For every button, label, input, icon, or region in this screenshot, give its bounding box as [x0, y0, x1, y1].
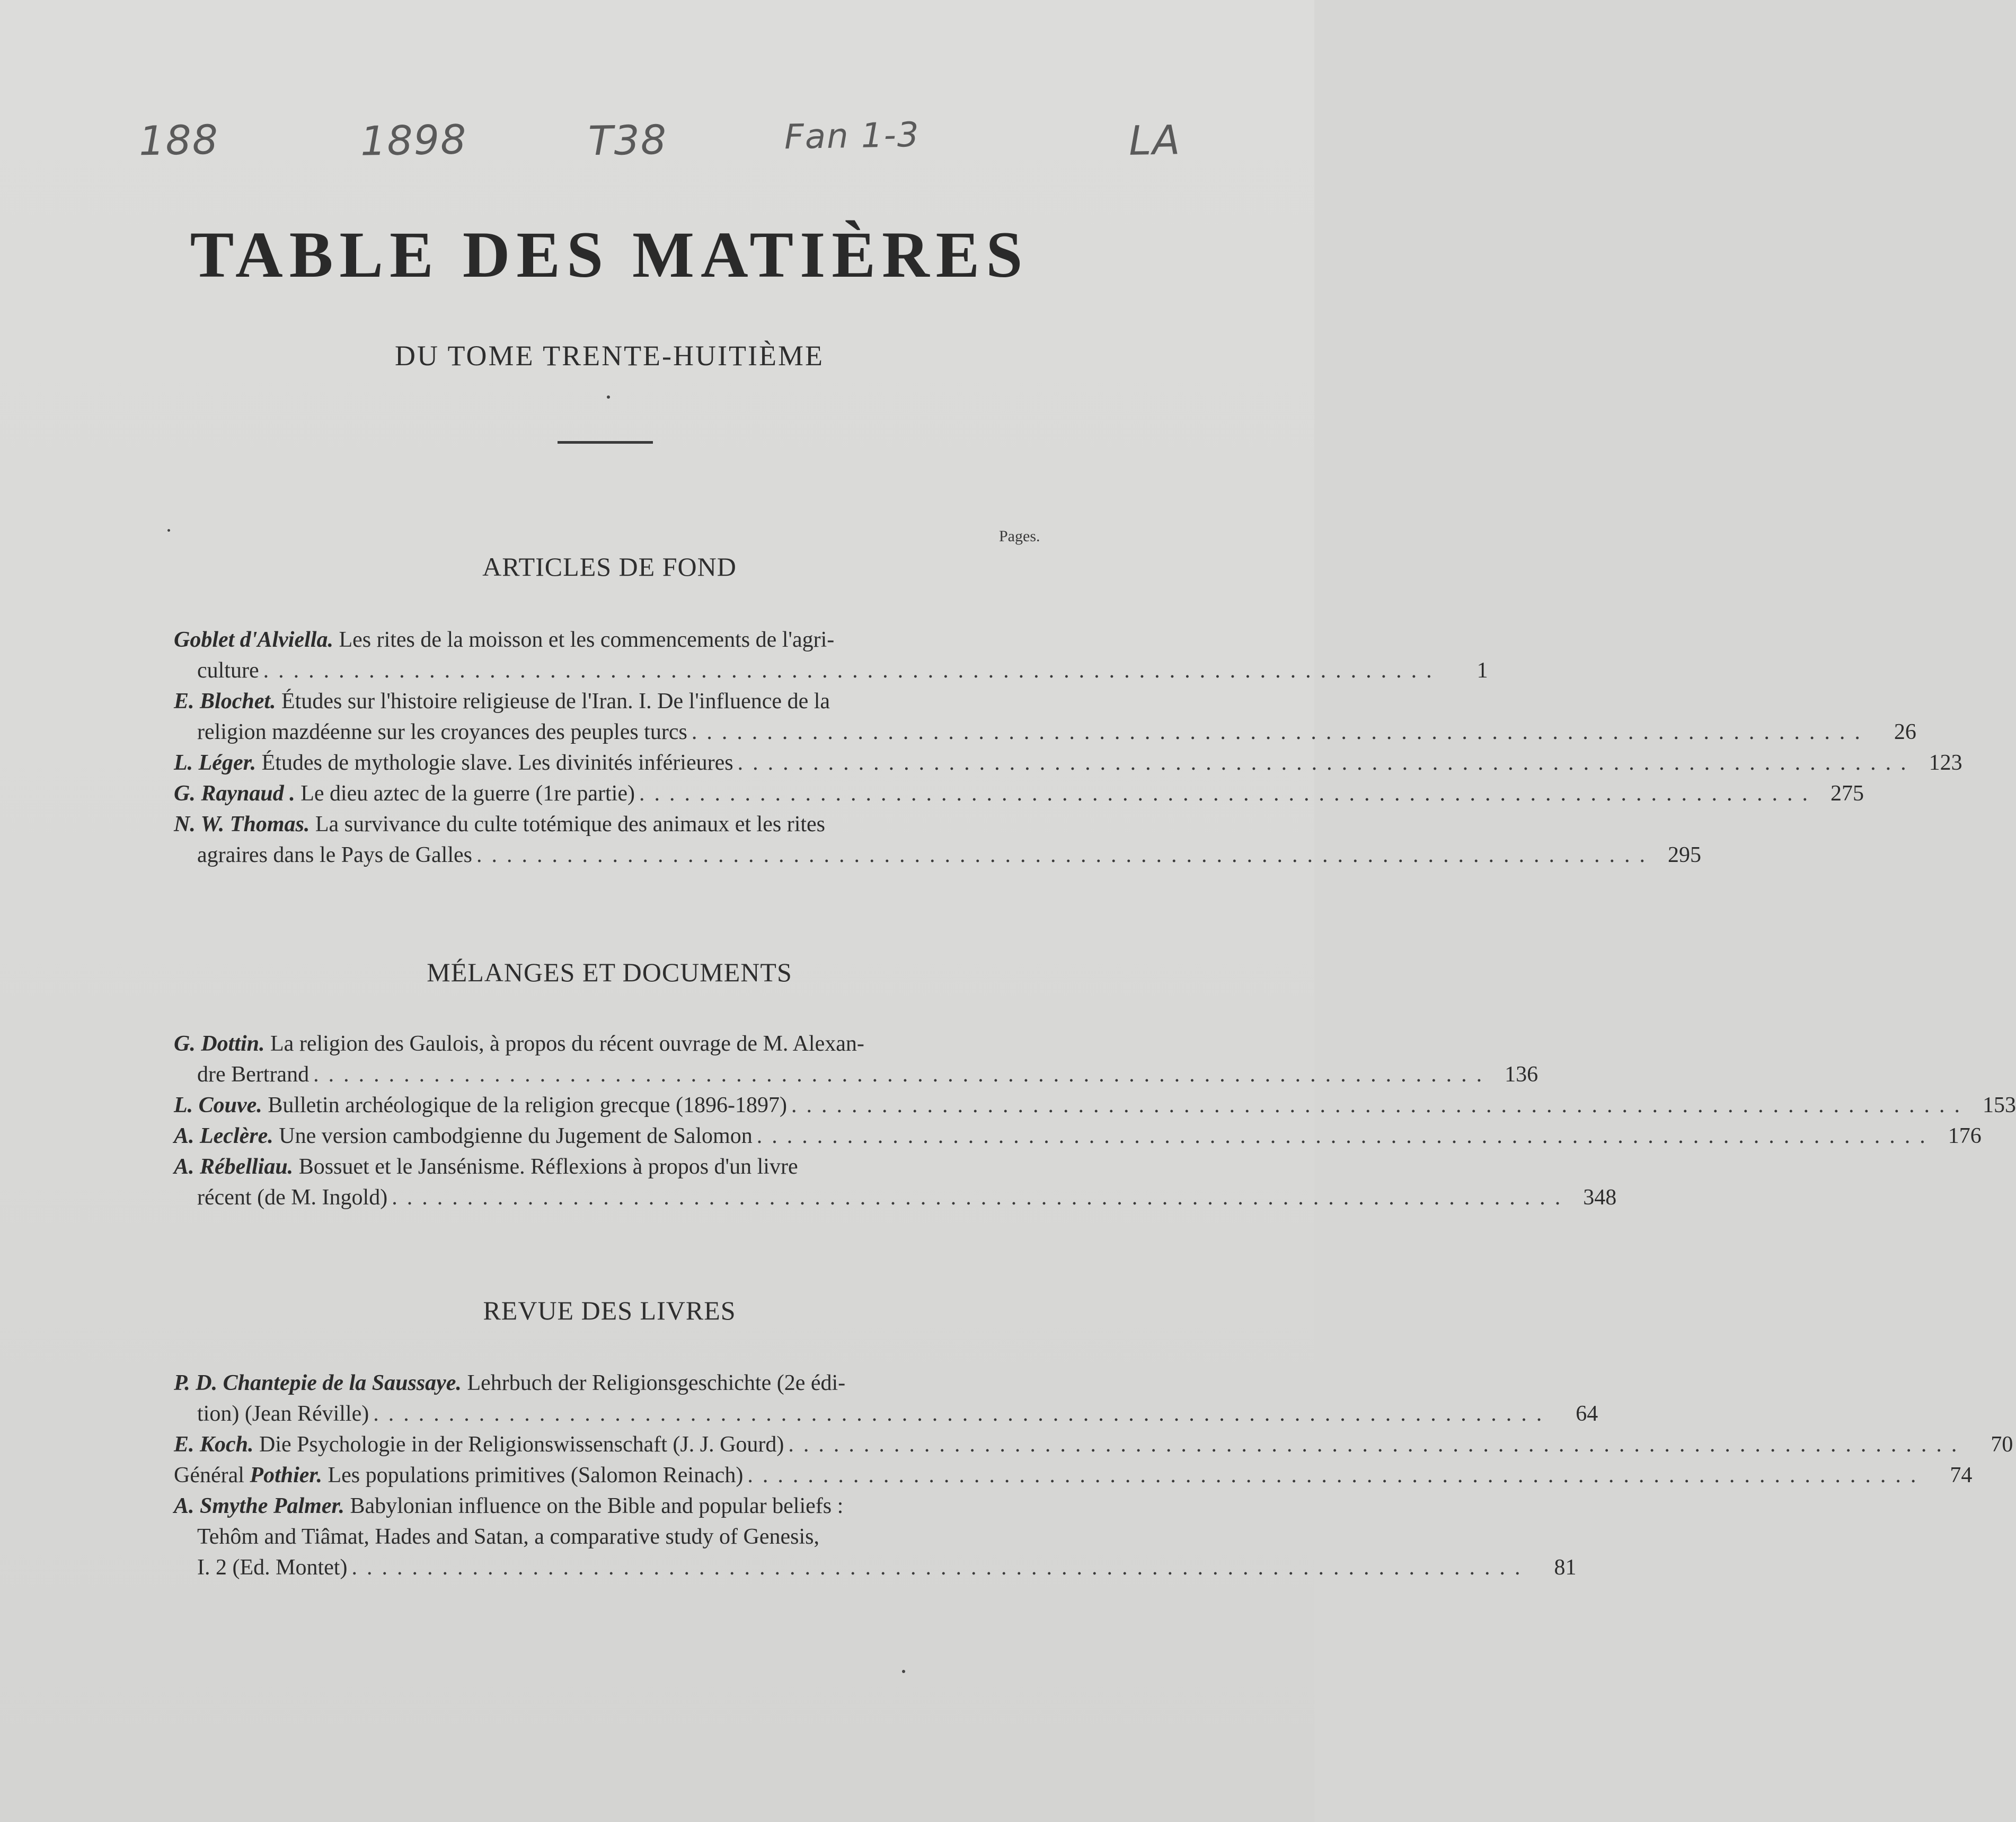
dot-leader: ..............................................................................	[756, 1124, 1935, 1148]
entry-author: N. W. Thomas.	[174, 812, 310, 837]
entry-title-cont: religion mazdéenne sur les croyances des peuples turcs	[197, 720, 687, 744]
dot-leader: ..............................................................................	[313, 1062, 1492, 1087]
handwritten-note-1: 188	[138, 116, 219, 165]
toc-entry	[174, 1368, 1598, 1429]
entry-title-cont: tion) (Jean Réville)	[197, 1402, 369, 1426]
entry-author: P. D. Chantepie de la Saussaye.	[174, 1371, 462, 1395]
toc-entry	[174, 809, 1701, 870]
toc-entry	[174, 1121, 1982, 1151]
dot-leader: ..............................................................................	[737, 751, 1916, 775]
dot-leader: ..............................................................................	[791, 1093, 1969, 1117]
section-entries-revue	[174, 1368, 2013, 1583]
entry-page: 176	[1948, 1124, 1982, 1148]
dot-leader: ..............................................................................	[747, 1463, 1926, 1487]
dot-leader: ..............................................................................	[373, 1402, 1552, 1426]
pages-column-label: Pages.	[999, 527, 1040, 545]
entry-author: G. Raynaud .	[174, 781, 295, 806]
entry-title-cont: culture	[197, 658, 259, 683]
section-heading-articles: ARTICLES DE FOND	[482, 552, 737, 582]
handwritten-note-4: Fan 1-3	[784, 115, 921, 157]
entry-page: 81	[1554, 1555, 1577, 1580]
entry-page: 295	[1668, 843, 1701, 867]
handwritten-note-3: T38	[588, 116, 668, 165]
entry-title: Le dieu aztec de la guerre (1re partie)	[300, 781, 635, 806]
section-entries-articles	[174, 624, 1962, 870]
entry-page: 26	[1894, 720, 1916, 744]
handwritten-note-5: LA	[1128, 116, 1182, 164]
page-title: TABLE DES MATIÈRES	[190, 218, 1029, 291]
entry-title: Une version cambodgienne du Jugement de Salomon	[279, 1124, 753, 1148]
dot-leader: ..............................................................................	[392, 1185, 1570, 1210]
stray-mark	[167, 529, 170, 532]
entry-title-cont: I. 2 (Ed. Montet)	[197, 1555, 348, 1580]
entry-title: Babylonian influence on the Bible and popular beliefs :	[350, 1494, 844, 1518]
entry-author: Goblet d'Alviella.	[174, 628, 333, 652]
entry-title: La survivance du culte totémique des animaux et les rites	[315, 812, 826, 837]
entry-title: Bossuet et le Jansénisme. Réflexions à propos d'un livre	[298, 1155, 798, 1179]
entry-author: L. Léger.	[174, 751, 257, 775]
page-subtitle: DU TOME TRENTE-HUITIÈME	[395, 340, 824, 372]
entry-title-cont: récent (de M. Ingold)	[197, 1185, 388, 1210]
entry-author: A. Leclère.	[174, 1124, 273, 1148]
entry-page: 275	[1830, 781, 1864, 806]
entry-title-cont: dre Bertrand	[197, 1062, 310, 1087]
handwritten-note-2: 1898	[360, 116, 468, 165]
dot-leader: ..............................................................................	[476, 843, 1655, 867]
entry-title: Die Psychologie in der Religionswissenschaft (J. J. Gourd)	[259, 1432, 784, 1457]
toc-entry	[174, 624, 1488, 686]
title-rule	[558, 441, 653, 444]
toc-entry	[174, 1491, 1577, 1583]
toc-entry	[174, 1028, 1538, 1090]
entry-author: A. Rébelliau.	[174, 1155, 294, 1179]
entry-title-cont: Tehôm and Tiâmat, Hades and Satan, a comparative study of Genesis,	[197, 1525, 819, 1549]
entry-title: Lehrbuch der Religionsgeschichte (2e édi-	[467, 1371, 846, 1395]
entry-page: 348	[1583, 1185, 1617, 1210]
dot-leader: ..............................................................................	[263, 658, 1442, 683]
dot-leader: ..............................................................................	[351, 1555, 1530, 1580]
stray-mark	[607, 395, 610, 399]
entry-author: E. Koch.	[174, 1432, 254, 1457]
entry-author: E. Blochet.	[174, 689, 276, 714]
toc-entry	[174, 1429, 2013, 1460]
entry-page: 123	[1929, 751, 1962, 775]
entry-title: Études de mythologie slave. Les divinités inférieures	[261, 751, 733, 775]
toc-entry	[174, 686, 1916, 747]
toc-entry	[174, 747, 1962, 778]
dot-leader: ..............................................................................	[691, 720, 1870, 744]
toc-entry	[174, 778, 1864, 809]
entry-title: La religion des Gaulois, à propos du récent ouvrage de M. Alexan-	[270, 1032, 864, 1056]
section-heading-melanges: MÉLANGES ET DOCUMENTS	[427, 957, 792, 987]
entry-title-cont: agraires dans le Pays de Galles	[197, 843, 472, 867]
toc-entry	[174, 1090, 2016, 1121]
toc-entry	[174, 1460, 1973, 1491]
section-heading-revue: REVUE DES LIVRES	[483, 1296, 736, 1325]
entry-author: Pothier.	[250, 1463, 322, 1487]
dot-leader: ..............................................................................	[788, 1432, 1967, 1457]
entry-title: Les rites de la moisson et les commencements de l'agri-	[339, 628, 835, 652]
entry-page: 136	[1505, 1062, 1538, 1087]
entry-page: 153	[1983, 1093, 2016, 1117]
stray-mark	[902, 1670, 905, 1673]
entry-author: G. Dottin.	[174, 1032, 265, 1056]
dot-leader: ..............................................................................	[639, 781, 1817, 806]
entry-page: 1	[1476, 658, 1488, 683]
entry-author: A. Smythe Palmer.	[174, 1494, 345, 1518]
toc-entry	[174, 1151, 1617, 1213]
entry-title: Les populations primitives (Salomon Reinach)	[328, 1463, 744, 1487]
entry-title: Bulletin archéologique de la religion grecque (1896-1897)	[268, 1093, 787, 1117]
entry-title: Études sur l'histoire religieuse de l'Iran. I. De l'influence de la	[281, 689, 830, 714]
entry-prefix: Général	[174, 1463, 244, 1487]
section-entries-melanges	[174, 1028, 2016, 1213]
entry-page: 64	[1576, 1402, 1598, 1426]
entry-page: 70	[1991, 1432, 2013, 1457]
entry-author: L. Couve.	[174, 1093, 262, 1117]
entry-page: 74	[1950, 1463, 1973, 1487]
